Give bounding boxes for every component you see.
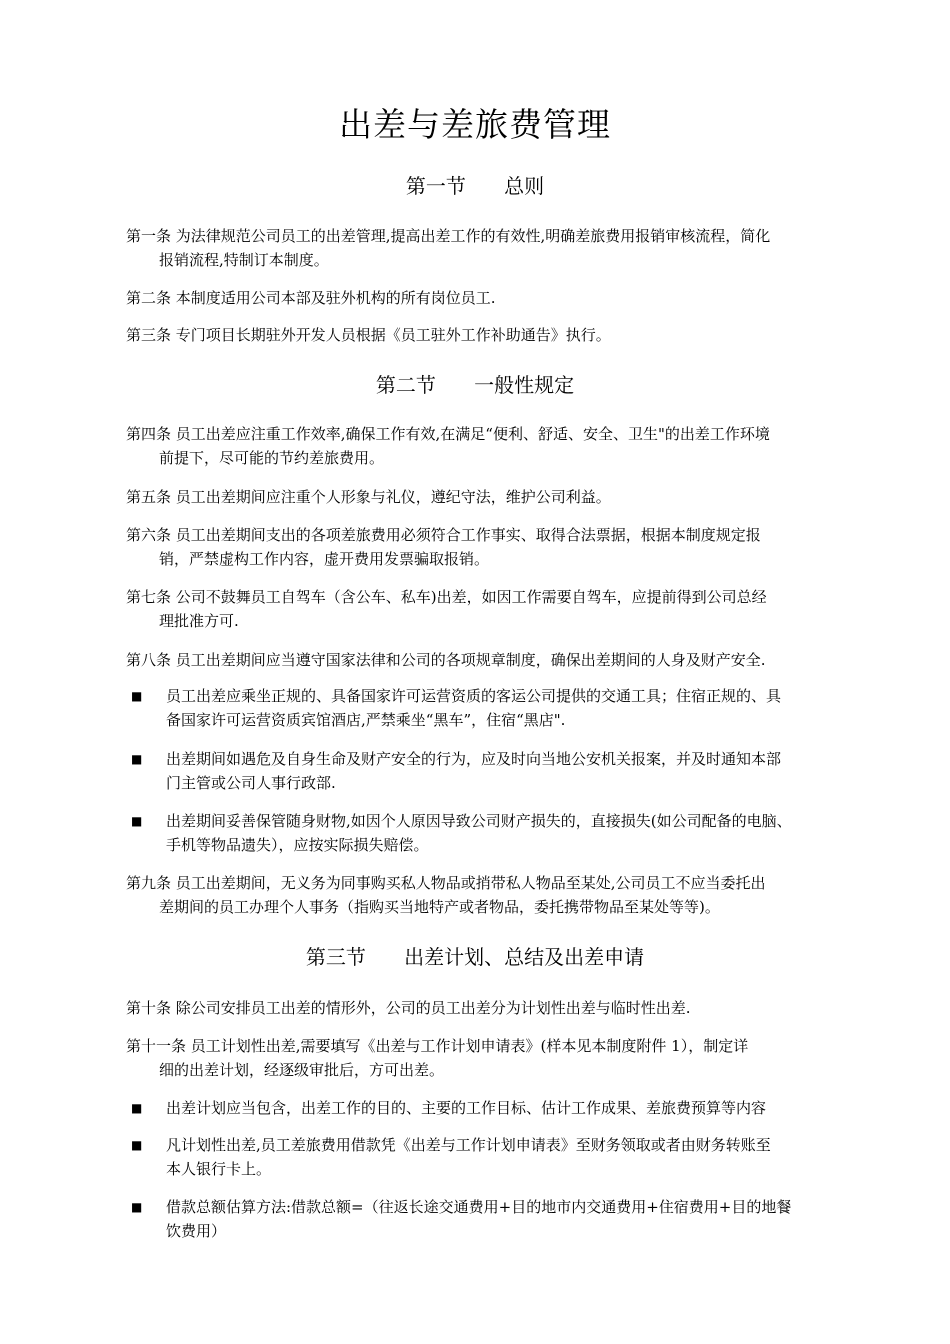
- article-paragraph: [126, 585, 866, 633]
- bullet-line: 本人银行卡上。: [166, 1160, 272, 1178]
- article-paragraph: [126, 871, 866, 919]
- square-bullet-icon: ■: [131, 752, 143, 766]
- square-bullet-icon: ■: [131, 814, 143, 828]
- article-paragraph: [126, 648, 866, 672]
- paragraph-line: 第十一条 员工计划性出差,需要填写《出差与工作计划申请表》(样本见本制度附件 1），制定详: [126, 1037, 749, 1055]
- article-paragraph: [126, 286, 866, 310]
- bullet-item: [131, 809, 871, 857]
- paragraph-line: 理批准方可.: [159, 612, 239, 630]
- bullet-line: 手机等物品遗失），应按实际损失赔偿。: [166, 836, 429, 854]
- document-title: 出差与差旅费管理: [339, 105, 611, 144]
- bullet-item: [131, 1133, 871, 1181]
- bullet-item: [131, 1096, 871, 1120]
- paragraph-line: 第十条 除公司安排员工出差的情形外，公司的员工出差分为计划性出差与临时性出差.: [126, 999, 691, 1017]
- bullet-line: 员工出差应乘坐正规的、具备国家许可运营资质的客运公司提供的交通工具；住宿正规的、具: [166, 687, 782, 705]
- square-bullet-icon: ■: [131, 689, 143, 703]
- paragraph-line: 第三条 专门项目长期驻外开发人员根据《员工驻外工作补助通告》执行。: [126, 326, 611, 344]
- article-paragraph: [126, 996, 866, 1020]
- bullet-line: 出差期间如遇危及自身生命及财产安全的行为，应及时向当地公安机关报案，并及时通知本部: [166, 750, 782, 768]
- paragraph-line: 第六条 员工出差期间支出的各项差旅费用必须符合工作事实、取得合法票据，根据本制度规定报: [126, 526, 761, 544]
- bullet-line: 门主管或公司人事行政部.: [166, 774, 336, 792]
- section-heading: 第二节 一般性规定: [375, 373, 575, 397]
- bullet-item: [131, 1195, 871, 1243]
- paragraph-line: 报销流程,特制订本制度。: [159, 251, 329, 269]
- bullet-item: [131, 684, 871, 732]
- paragraph-line: 细的出差计划，经逐级审批后，方可出差。: [159, 1061, 445, 1079]
- paragraph-line: 差期间的员工办理个人事务（指购买当地特产或者物品，委托携带物品至某处等等)。: [159, 898, 720, 916]
- article-paragraph: [126, 1034, 866, 1082]
- bullet-line: 出差计划应当包含，出差工作的目的、主要的工作目标、估计工作成果、差旅费预算等内容: [166, 1099, 767, 1117]
- article-paragraph: [126, 523, 866, 571]
- article-paragraph: [126, 323, 866, 347]
- square-bullet-icon: ■: [131, 1200, 143, 1214]
- bullet-line: 饮费用）: [166, 1222, 227, 1240]
- article-paragraph: [126, 485, 866, 509]
- paragraph-line: 第四条 员工出差应注重工作效率,确保工作有效,在满足“便利、舒适、安全、卫生"的出差工作环境: [126, 425, 770, 443]
- paragraph-line: 第二条 本制度适用公司本部及驻外机构的所有岗位员工.: [126, 289, 496, 307]
- bullet-line: 凡计划性出差,员工差旅费用借款凭《出差与工作计划申请表》至财务领取或者由财务转账至: [166, 1136, 771, 1154]
- bullet-line: 出差期间妥善保管随身财物,如因个人原因导致公司财产损失的，直接损失(如公司配备的电脑、: [166, 812, 792, 830]
- square-bullet-icon: ■: [131, 1101, 143, 1115]
- section-heading: 第一节 总则: [405, 174, 545, 198]
- section-heading: 第三节 出差计划、总结及出差申请: [305, 945, 645, 969]
- paragraph-line: 第一条 为法律规范公司员工的出差管理,提高出差工作的有效性,明确差旅费用报销审核流程，简化: [126, 227, 771, 245]
- bullet-line: 备国家许可运营资质宾馆酒店,严禁乘坐“黑车”，住宿“黑店".: [166, 711, 566, 729]
- article-paragraph: [126, 224, 866, 272]
- bullet-line: 借款总额估算方法:借款总额=（往返长途交通费用+目的地市内交通费用+住宿费用+目的地餐: [166, 1198, 792, 1216]
- paragraph-line: 第五条 员工出差期间应注重个人形象与礼仪，遵纪守法，维护公司利益。: [126, 488, 611, 506]
- paragraph-line: 前提下，尽可能的节约差旅费用。: [159, 449, 385, 467]
- paragraph-line: 第九条 员工出差期间，无义务为同事购买私人物品或捎带私人物品至某处,公司员工不应当委托出: [126, 874, 766, 892]
- paragraph-line: 销，严禁虚构工作内容，虚开费用发票骗取报销。: [159, 550, 490, 568]
- paragraph-line: 第八条 员工出差期间应当遵守国家法律和公司的各项规章制度，确保出差期间的人身及财产安全.: [126, 651, 766, 669]
- article-paragraph: [126, 422, 866, 470]
- bullet-item: [131, 747, 871, 795]
- paragraph-line: 第七条 公司不鼓舞员工自驾车（含公车、私车)出差，如因工作需要自驾车，应提前得到公司总经: [126, 588, 767, 606]
- square-bullet-icon: ■: [131, 1138, 143, 1152]
